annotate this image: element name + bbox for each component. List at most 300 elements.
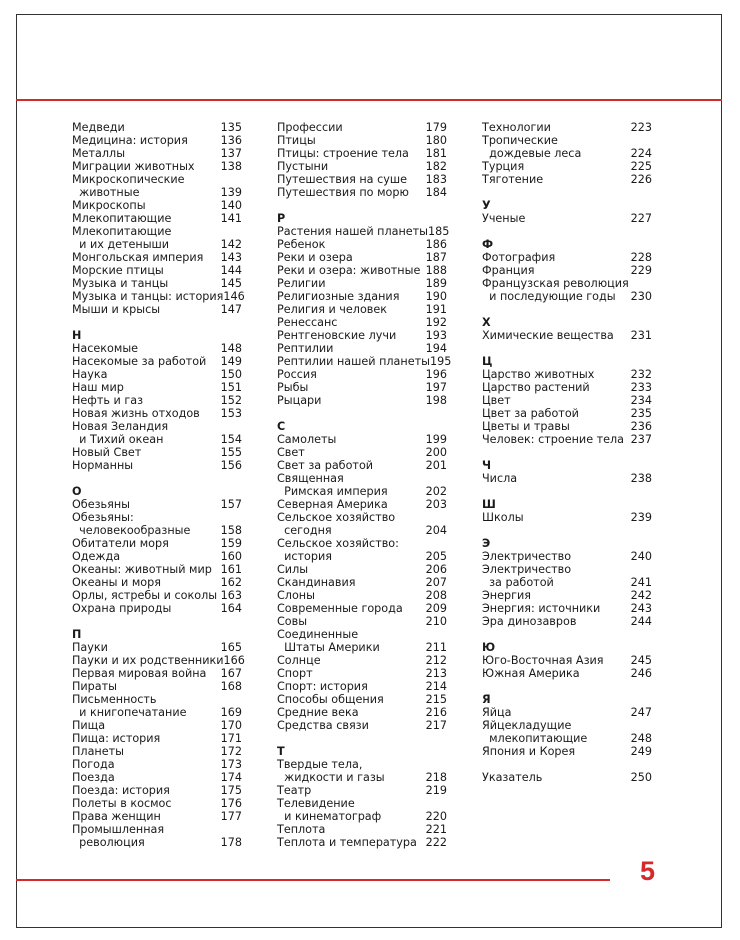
entry-title: Млекопитающие bbox=[72, 212, 172, 225]
toc-column-3 bbox=[482, 121, 652, 797]
toc-entry[interactable] bbox=[482, 368, 652, 381]
entry-page-number: 247 bbox=[630, 706, 652, 719]
entry-page-number: 221 bbox=[425, 823, 447, 836]
toc-entry[interactable] bbox=[72, 368, 242, 381]
entry-page-number: 210 bbox=[425, 615, 447, 628]
toc-entry[interactable] bbox=[72, 212, 242, 225]
entry-page-number: 231 bbox=[630, 329, 652, 342]
toc-entry[interactable] bbox=[72, 667, 242, 680]
entry-title: Новая Зеландия bbox=[72, 420, 169, 433]
entry-page-number: 155 bbox=[220, 446, 242, 459]
toc-entry[interactable] bbox=[277, 186, 447, 199]
entry-title: Первая мировая война bbox=[72, 667, 207, 680]
toc-entry[interactable] bbox=[482, 134, 652, 160]
entry-title: Насекомые за работой bbox=[72, 355, 207, 368]
entry-page-number: 235 bbox=[630, 407, 652, 420]
toc-entry[interactable] bbox=[72, 823, 242, 849]
entry-page-number: 175 bbox=[220, 784, 242, 797]
entry-title: Ребенок bbox=[277, 238, 326, 251]
toc-entry[interactable] bbox=[277, 576, 447, 589]
toc-section bbox=[482, 537, 652, 628]
entry-page-number: 161 bbox=[220, 563, 242, 576]
toc-section bbox=[482, 641, 652, 680]
toc-entry[interactable] bbox=[482, 589, 652, 602]
toc-entry[interactable] bbox=[72, 459, 242, 472]
toc-entry[interactable] bbox=[277, 355, 452, 368]
entry-title: Поезда bbox=[72, 771, 115, 784]
toc-entry[interactable] bbox=[482, 719, 652, 745]
toc-entry[interactable] bbox=[72, 251, 242, 264]
toc-entry[interactable] bbox=[482, 329, 652, 342]
entry-page-number: 244 bbox=[630, 615, 652, 628]
entry-title: и последующие годы bbox=[482, 290, 616, 303]
entry-title: Одежда bbox=[72, 550, 121, 563]
toc-entry[interactable] bbox=[482, 615, 652, 628]
entry-title: Французская революция bbox=[482, 277, 629, 290]
toc-entry[interactable] bbox=[277, 563, 447, 576]
entry-title: Наш мир bbox=[72, 381, 124, 394]
section-letter: Ч bbox=[482, 459, 492, 472]
toc-entry[interactable] bbox=[72, 641, 242, 654]
toc-section bbox=[277, 420, 447, 732]
entry-title: Письменность bbox=[72, 693, 157, 706]
toc-entry[interactable] bbox=[482, 173, 652, 186]
toc-entry[interactable] bbox=[482, 667, 652, 680]
toc-entry[interactable] bbox=[277, 316, 447, 329]
toc-entry[interactable] bbox=[277, 446, 447, 459]
entry-page-number: 214 bbox=[425, 680, 447, 693]
entry-page-number: 193 bbox=[425, 329, 447, 342]
toc-entry[interactable] bbox=[277, 706, 447, 719]
toc-entry[interactable] bbox=[72, 446, 242, 459]
toc-entry[interactable] bbox=[277, 602, 447, 615]
entry-page-number: 192 bbox=[425, 316, 447, 329]
toc-column-1 bbox=[72, 121, 245, 862]
entry-page-number: 157 bbox=[220, 498, 242, 511]
entry-title: Профессии bbox=[277, 121, 343, 134]
entry-page-number: 220 bbox=[425, 810, 447, 823]
entry-page-number: 229 bbox=[630, 264, 652, 277]
entry-title: Эра динозавров bbox=[482, 615, 577, 628]
toc-section bbox=[482, 121, 652, 186]
entry-title: Растения нашей планеты bbox=[277, 225, 429, 238]
toc-entry[interactable] bbox=[482, 602, 652, 615]
toc-entry[interactable] bbox=[72, 225, 242, 251]
entry-page-number: 202 bbox=[425, 485, 447, 498]
entry-page-number: 152 bbox=[220, 394, 242, 407]
toc-entry[interactable] bbox=[72, 810, 242, 823]
toc-section bbox=[482, 498, 652, 524]
entry-title: Театр bbox=[277, 784, 312, 797]
entry-title: Яйца bbox=[482, 706, 512, 719]
toc-entry[interactable] bbox=[72, 264, 242, 277]
entry-page-number: 183 bbox=[425, 173, 447, 186]
entry-title: Франция bbox=[482, 264, 535, 277]
entry-title: революция bbox=[72, 836, 145, 849]
entry-page-number: 212 bbox=[425, 654, 447, 667]
entry-title: Россия bbox=[277, 368, 317, 381]
entry-title: Пауки и их родственники bbox=[72, 654, 224, 667]
entry-title: Рентгеновские лучи bbox=[277, 329, 397, 342]
entry-title: Скандинавия bbox=[277, 576, 356, 589]
entry-title: Пауки bbox=[72, 641, 108, 654]
entry-title: Насекомые bbox=[72, 342, 139, 355]
entry-page-number: 156 bbox=[220, 459, 242, 472]
toc-entry[interactable] bbox=[72, 719, 242, 732]
entry-page-number: 148 bbox=[220, 342, 242, 355]
entry-page-number: 234 bbox=[630, 394, 652, 407]
entry-title: Промышленная bbox=[72, 823, 165, 836]
toc-entry[interactable] bbox=[277, 290, 447, 303]
toc-entry[interactable] bbox=[277, 511, 447, 537]
entry-title: Новая жизнь отходов bbox=[72, 407, 200, 420]
entry-page-number: 173 bbox=[220, 758, 242, 771]
entry-page-number: 142 bbox=[220, 238, 242, 251]
toc-entry[interactable] bbox=[72, 199, 242, 212]
toc-entry[interactable] bbox=[277, 537, 447, 563]
entry-page-number: 135 bbox=[220, 121, 242, 134]
entry-page-number: 208 bbox=[425, 589, 447, 602]
entry-page-number: 181 bbox=[425, 147, 447, 160]
entry-title: Птицы bbox=[277, 134, 316, 147]
toc-entry[interactable] bbox=[277, 433, 447, 446]
toc-entry[interactable] bbox=[277, 680, 447, 693]
entry-page-number: 176 bbox=[220, 797, 242, 810]
entry-title: Норманны bbox=[72, 459, 134, 472]
section-letter: Р bbox=[277, 212, 286, 225]
toc-entry[interactable] bbox=[277, 342, 447, 355]
toc-entry[interactable] bbox=[72, 511, 242, 537]
toc-entry[interactable] bbox=[277, 381, 447, 394]
toc-entry[interactable] bbox=[482, 277, 652, 303]
entry-page-number: 242 bbox=[630, 589, 652, 602]
toc-entry[interactable] bbox=[277, 303, 447, 316]
entry-page-number: 239 bbox=[630, 511, 652, 524]
toc-entry[interactable] bbox=[72, 745, 242, 758]
toc-entry[interactable] bbox=[482, 121, 652, 134]
section-letter: Э bbox=[482, 537, 491, 550]
section-letter: Ю bbox=[482, 641, 496, 654]
entry-page-number: 197 bbox=[425, 381, 447, 394]
entry-title: Рыцари bbox=[277, 394, 322, 407]
entry-title: Путешествия по морю bbox=[277, 186, 409, 199]
toc-entry[interactable] bbox=[277, 628, 447, 654]
entry-title: Рептилии bbox=[277, 342, 334, 355]
toc-entry[interactable] bbox=[277, 823, 447, 836]
toc-entry[interactable] bbox=[482, 654, 652, 667]
toc-entry[interactable] bbox=[482, 563, 652, 589]
toc-entry[interactable] bbox=[72, 147, 242, 160]
entry-page-number: 144 bbox=[220, 264, 242, 277]
toc-entry[interactable] bbox=[72, 303, 242, 316]
entry-page-number: 194 bbox=[425, 342, 447, 355]
entry-title: Планеты bbox=[72, 745, 124, 758]
entry-page-number: 140 bbox=[220, 199, 242, 212]
entry-page-number: 211 bbox=[425, 641, 447, 654]
entry-title: Цвет bbox=[482, 394, 511, 407]
entry-title: млекопитающие bbox=[482, 732, 588, 745]
toc-entry[interactable] bbox=[72, 160, 242, 173]
entry-page-number: 138 bbox=[220, 160, 242, 173]
toc-entry[interactable] bbox=[482, 472, 652, 485]
toc-entry[interactable] bbox=[482, 394, 652, 407]
entry-page-number: 241 bbox=[630, 576, 652, 589]
toc-entry[interactable] bbox=[482, 511, 652, 524]
toc-entry[interactable] bbox=[277, 238, 447, 251]
entry-title: Штаты Америки bbox=[277, 641, 380, 654]
toc-entry[interactable] bbox=[72, 797, 242, 810]
toc-entry[interactable] bbox=[277, 277, 447, 290]
toc-entry[interactable] bbox=[482, 251, 652, 264]
entry-page-number: 153 bbox=[220, 407, 242, 420]
entry-page-number: 187 bbox=[425, 251, 447, 264]
toc-entry[interactable] bbox=[277, 589, 447, 602]
toc-entry[interactable] bbox=[277, 225, 450, 238]
toc-column-2 bbox=[277, 121, 452, 862]
entry-title: и кинематограф bbox=[277, 810, 382, 823]
toc-entry[interactable] bbox=[482, 433, 652, 446]
toc-entry[interactable] bbox=[72, 173, 242, 199]
toc-entry[interactable] bbox=[72, 550, 242, 563]
entry-title: Спорт bbox=[277, 667, 313, 680]
toc-entry[interactable] bbox=[72, 680, 242, 693]
toc-entry[interactable] bbox=[277, 758, 447, 784]
entry-page-number: 240 bbox=[630, 550, 652, 563]
entry-page-number: 205 bbox=[425, 550, 447, 563]
entry-title: Реки и озера bbox=[277, 251, 353, 264]
entry-title: Яйцекладущие bbox=[482, 719, 572, 732]
entry-title: Силы bbox=[277, 563, 309, 576]
toc-entry[interactable] bbox=[72, 381, 242, 394]
section-letter: У bbox=[482, 199, 491, 212]
toc-entry[interactable] bbox=[72, 732, 242, 745]
toc-entry[interactable] bbox=[72, 654, 245, 667]
toc-entry[interactable] bbox=[72, 758, 242, 771]
entry-page-number: 245 bbox=[630, 654, 652, 667]
toc-entry[interactable] bbox=[482, 771, 652, 784]
toc-entry[interactable] bbox=[277, 498, 447, 511]
toc-entry[interactable] bbox=[277, 121, 447, 134]
toc-section bbox=[277, 212, 452, 407]
toc-entry[interactable] bbox=[277, 329, 447, 342]
toc-entry[interactable] bbox=[72, 134, 242, 147]
toc-entry[interactable] bbox=[277, 693, 447, 706]
entry-page-number: 201 bbox=[425, 459, 447, 472]
toc-section bbox=[482, 316, 652, 342]
entry-title: и Тихий океан bbox=[72, 433, 164, 446]
entry-title: Религиозные здания bbox=[277, 290, 400, 303]
entry-title: дождевые леса bbox=[482, 147, 582, 160]
toc-entry[interactable] bbox=[482, 407, 652, 420]
toc-entry[interactable] bbox=[482, 420, 652, 433]
entry-page-number: 136 bbox=[220, 134, 242, 147]
entry-title: Современные города bbox=[277, 602, 403, 615]
toc-entry[interactable] bbox=[277, 836, 447, 849]
entry-page-number: 169 bbox=[220, 706, 242, 719]
entry-title: Слоны bbox=[277, 589, 315, 602]
toc-entry[interactable] bbox=[277, 394, 447, 407]
entry-title: Человек: строение тела bbox=[482, 433, 625, 446]
entry-title: Священная bbox=[277, 472, 344, 485]
toc-entry[interactable] bbox=[72, 784, 242, 797]
toc-entry[interactable] bbox=[482, 745, 652, 758]
toc-entry[interactable] bbox=[72, 420, 242, 446]
section-letter: Т bbox=[277, 745, 285, 758]
entry-page-number: 171 bbox=[220, 732, 242, 745]
entry-page-number: 158 bbox=[220, 524, 242, 537]
toc-entry[interactable] bbox=[72, 121, 242, 134]
entry-title: Турция bbox=[482, 160, 525, 173]
entry-page-number: 246 bbox=[630, 667, 652, 680]
toc-entry[interactable] bbox=[277, 667, 447, 680]
entry-page-number: 160 bbox=[220, 550, 242, 563]
entry-title: Самолеты bbox=[277, 433, 337, 446]
entry-title: за работой bbox=[482, 576, 554, 589]
entry-page-number: 143 bbox=[220, 251, 242, 264]
entry-title: Энергия bbox=[482, 589, 531, 602]
entry-page-number: 163 bbox=[220, 589, 242, 602]
entry-page-number: 207 bbox=[425, 576, 447, 589]
toc-entry[interactable] bbox=[72, 290, 245, 303]
entry-page-number: 233 bbox=[630, 381, 652, 394]
entry-page-number: 248 bbox=[630, 732, 652, 745]
entry-page-number: 145 bbox=[220, 277, 242, 290]
entry-title: Полеты в космос bbox=[72, 797, 172, 810]
toc-entry[interactable] bbox=[72, 771, 242, 784]
entry-page-number: 149 bbox=[220, 355, 242, 368]
toc-section bbox=[482, 199, 652, 225]
toc-entry[interactable] bbox=[482, 381, 652, 394]
toc-entry[interactable] bbox=[482, 550, 652, 563]
toc-entry[interactable] bbox=[277, 251, 447, 264]
page-number: 5 bbox=[640, 856, 656, 886]
toc-entry[interactable] bbox=[72, 498, 242, 511]
entry-title: Твердые тела, bbox=[277, 758, 363, 771]
entry-title: Пища: история bbox=[72, 732, 161, 745]
entry-page-number: 243 bbox=[630, 602, 652, 615]
bottom-red-rule bbox=[16, 879, 610, 881]
entry-title: сегодня bbox=[277, 524, 332, 537]
toc-entry[interactable] bbox=[277, 797, 447, 823]
toc-entry[interactable] bbox=[482, 160, 652, 173]
toc-entry[interactable] bbox=[72, 589, 242, 602]
entry-page-number: 237 bbox=[630, 433, 652, 446]
entry-page-number: 190 bbox=[425, 290, 447, 303]
entry-title: Религия и человек bbox=[277, 303, 388, 316]
toc-section bbox=[482, 771, 652, 784]
toc-entry[interactable] bbox=[277, 784, 447, 797]
toc-entry[interactable] bbox=[72, 394, 242, 407]
entry-title: Теплота и температура bbox=[277, 836, 417, 849]
entry-title: Тропические bbox=[482, 134, 558, 147]
entry-page-number: 170 bbox=[220, 719, 242, 732]
entry-title: Музыка и танцы: история bbox=[72, 290, 224, 303]
entry-title: Обитатели моря bbox=[72, 537, 169, 550]
toc-entry[interactable] bbox=[277, 264, 447, 277]
entry-title: Телевидение bbox=[277, 797, 355, 810]
toc-entry[interactable] bbox=[72, 576, 242, 589]
entry-title: Медведи bbox=[72, 121, 125, 134]
entry-page-number: 164 bbox=[220, 602, 242, 615]
entry-title: Технологии bbox=[482, 121, 551, 134]
entry-page-number: 198 bbox=[425, 394, 447, 407]
entry-title: Электричество bbox=[482, 563, 572, 576]
entry-page-number: 186 bbox=[425, 238, 447, 251]
entry-title: Электричество bbox=[482, 550, 572, 563]
entry-title: Школы bbox=[482, 511, 524, 524]
toc-section bbox=[277, 121, 447, 199]
entry-page-number: 150 bbox=[220, 368, 242, 381]
entry-title: Океаны: животный мир bbox=[72, 563, 212, 576]
toc-entry[interactable] bbox=[72, 693, 242, 719]
entry-title: Рыбы bbox=[277, 381, 309, 394]
entry-page-number: 236 bbox=[630, 420, 652, 433]
section-letter: С bbox=[277, 420, 286, 433]
toc-entry[interactable] bbox=[72, 537, 242, 550]
entry-title: Путешествия на суше bbox=[277, 173, 407, 186]
entry-title: история bbox=[277, 550, 332, 563]
top-red-rule bbox=[16, 99, 722, 101]
toc-entry[interactable] bbox=[72, 407, 242, 420]
entry-title: Цветы и травы bbox=[482, 420, 570, 433]
toc-entry[interactable] bbox=[72, 355, 242, 368]
entry-title: Реки и озера: животные bbox=[277, 264, 421, 277]
entry-page-number: 166 bbox=[223, 654, 245, 667]
entry-title: Соединенные bbox=[277, 628, 359, 641]
section-letter: О bbox=[72, 485, 82, 498]
toc-entry[interactable] bbox=[72, 563, 242, 576]
entry-page-number: 226 bbox=[630, 173, 652, 186]
toc-entry[interactable] bbox=[277, 147, 447, 160]
entry-page-number: 200 bbox=[425, 446, 447, 459]
entry-page-number: 191 bbox=[425, 303, 447, 316]
toc-entry[interactable] bbox=[482, 706, 652, 719]
toc-entry[interactable] bbox=[277, 472, 447, 498]
entry-page-number: 215 bbox=[425, 693, 447, 706]
entry-page-number: 228 bbox=[630, 251, 652, 264]
entry-title: Орлы, ястребы и соколы bbox=[72, 589, 218, 602]
entry-title: Энергия: источники bbox=[482, 602, 601, 615]
toc-entry[interactable] bbox=[277, 615, 447, 628]
toc-entry[interactable] bbox=[277, 719, 447, 732]
entry-page-number: 203 bbox=[425, 498, 447, 511]
toc-entry[interactable] bbox=[277, 160, 447, 173]
entry-title: Права женщин bbox=[72, 810, 161, 823]
toc-entry[interactable] bbox=[277, 459, 447, 472]
entry-title: Свет bbox=[277, 446, 305, 459]
toc-entry[interactable] bbox=[482, 264, 652, 277]
entry-page-number: 154 bbox=[220, 433, 242, 446]
toc-entry[interactable] bbox=[277, 134, 447, 147]
entry-title: Средние века bbox=[277, 706, 359, 719]
toc-section bbox=[72, 628, 245, 849]
entry-page-number: 179 bbox=[425, 121, 447, 134]
entry-page-number: 199 bbox=[425, 433, 447, 446]
toc-entry[interactable] bbox=[482, 212, 652, 225]
entry-page-number: 218 bbox=[425, 771, 447, 784]
toc-entry[interactable] bbox=[277, 368, 447, 381]
toc-entry[interactable] bbox=[72, 602, 242, 615]
toc-entry[interactable] bbox=[72, 342, 242, 355]
entry-page-number: 195 bbox=[429, 355, 452, 368]
toc-section bbox=[72, 121, 245, 316]
entry-title: Религии bbox=[277, 277, 326, 290]
entry-title: Миграции животных bbox=[72, 160, 195, 173]
entry-title: Млекопитающие bbox=[72, 225, 172, 238]
toc-entry[interactable] bbox=[72, 277, 242, 290]
toc-entry[interactable] bbox=[277, 654, 447, 667]
toc-entry[interactable] bbox=[277, 173, 447, 186]
